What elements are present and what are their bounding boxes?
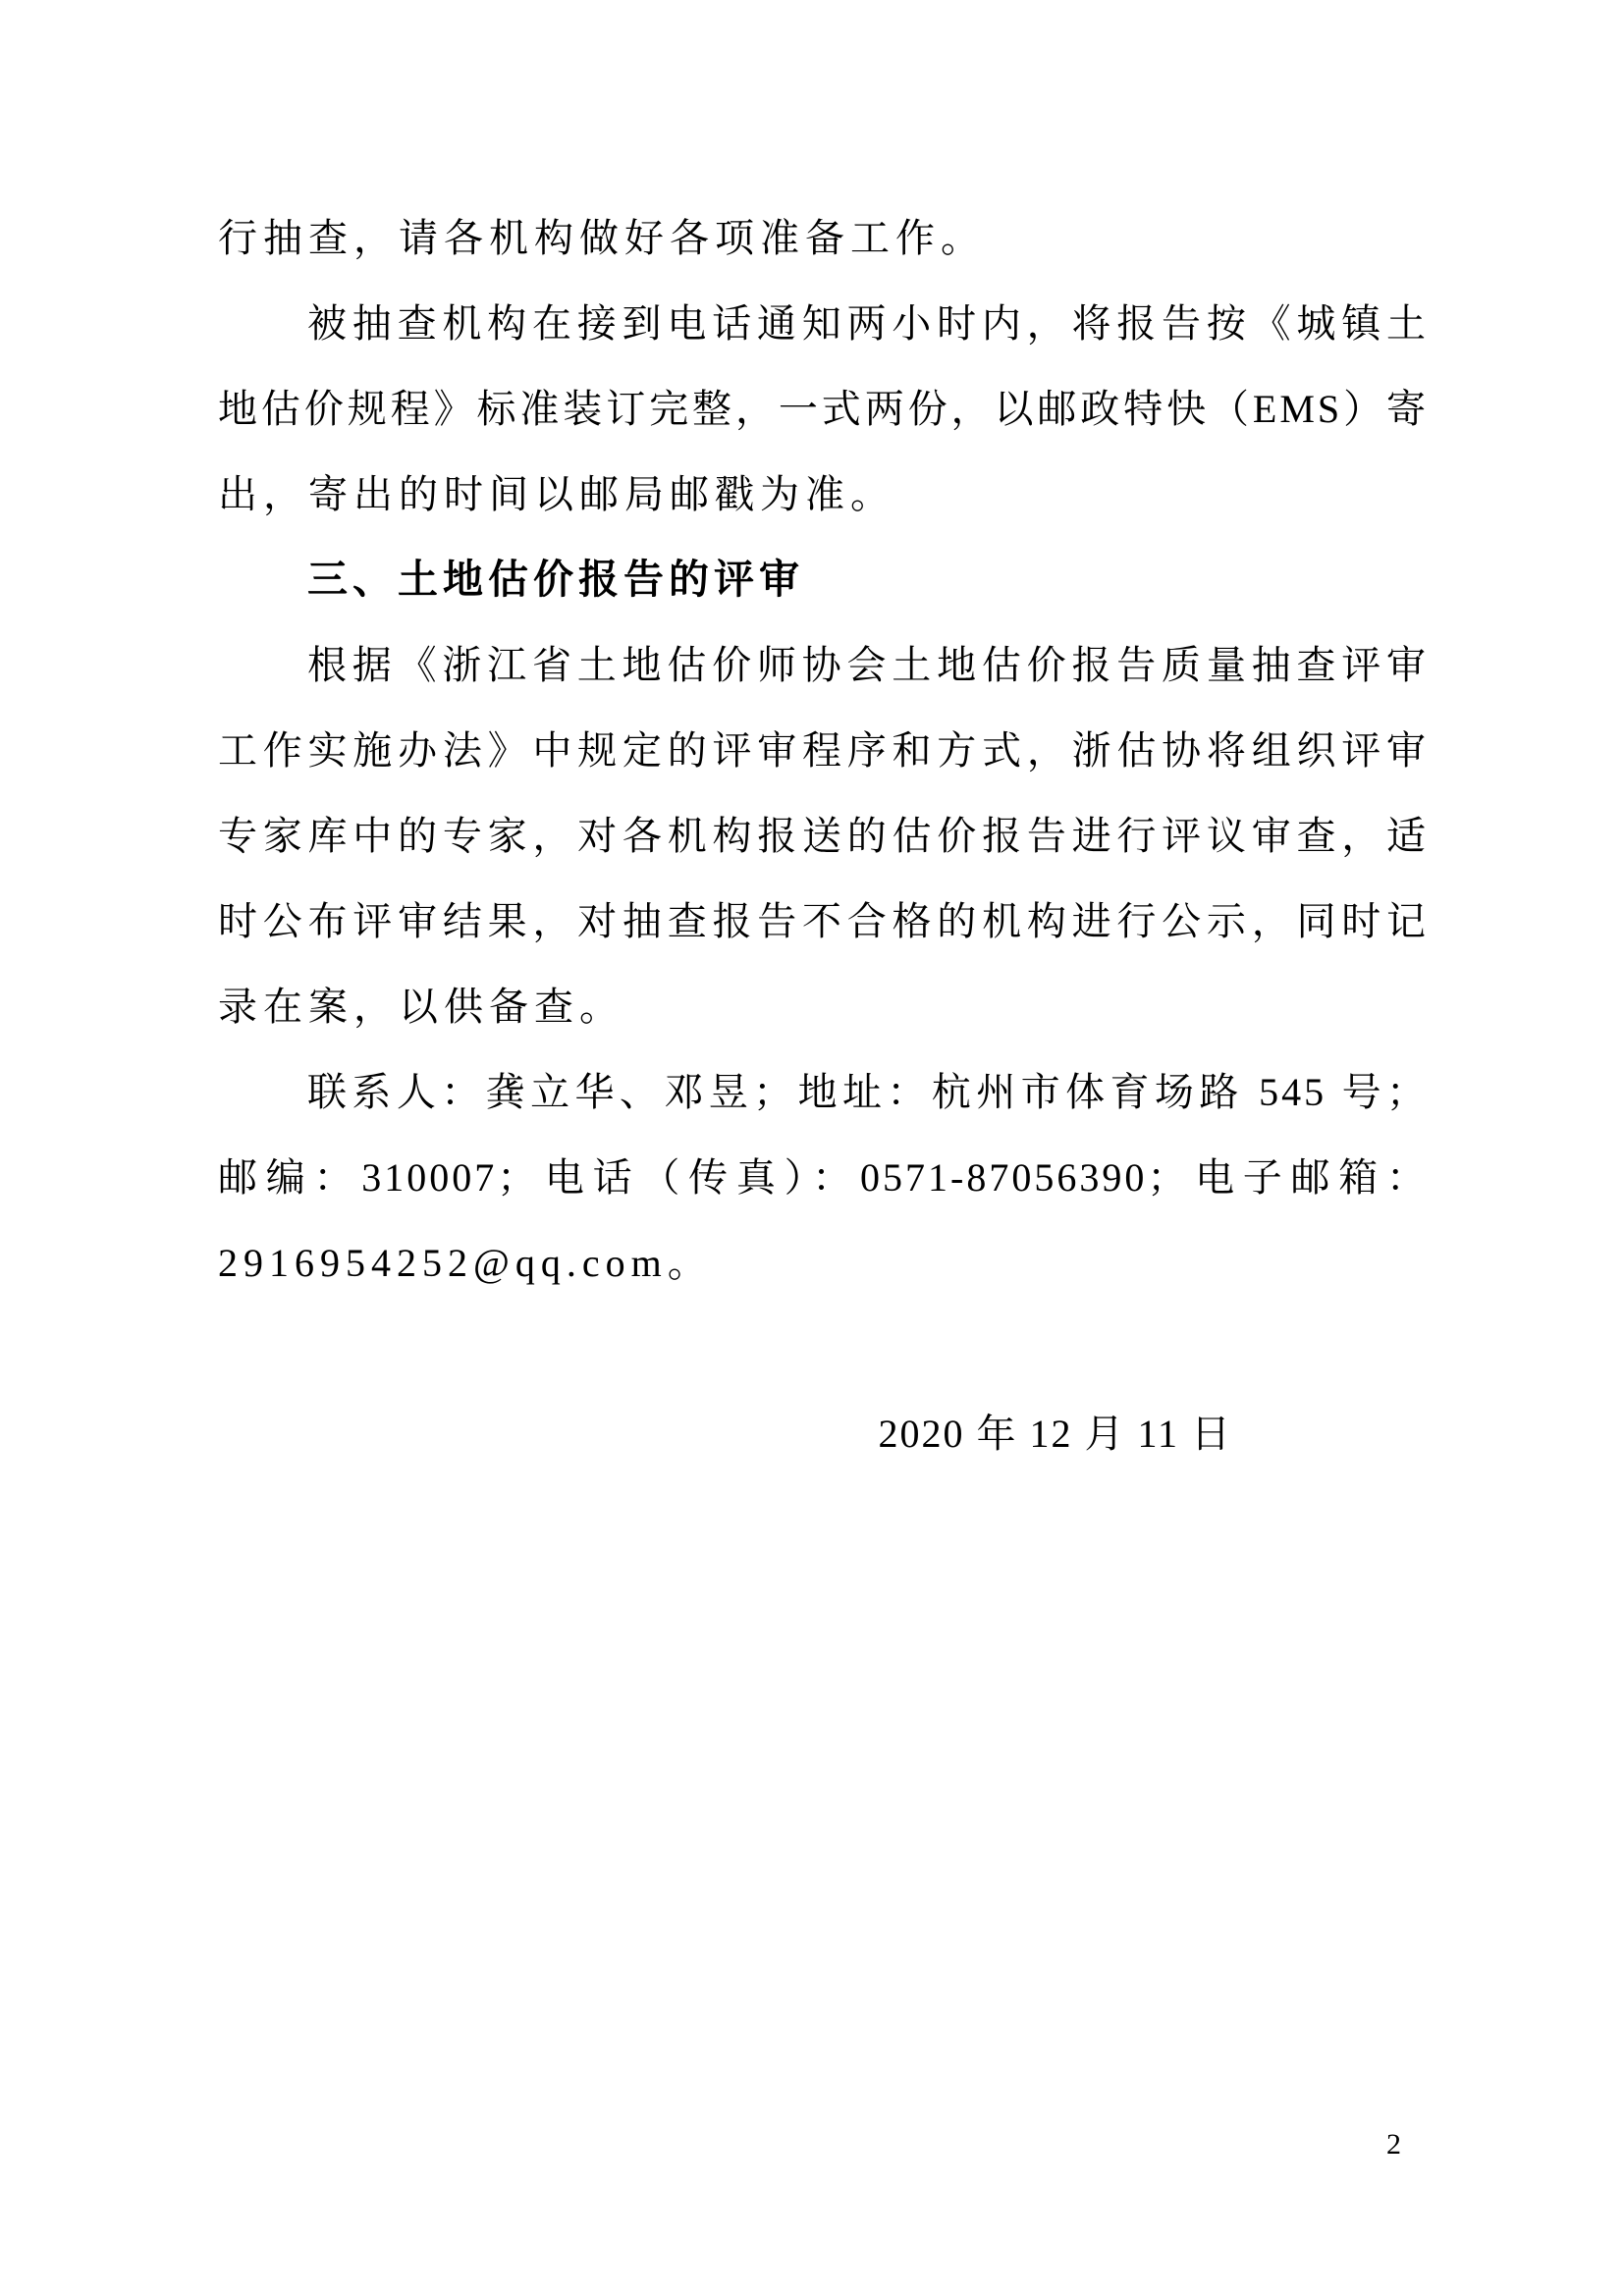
body-line-contact-1: 联系人：龚立华、邓昱；地址：杭州市体育场路 545 号； bbox=[307, 1070, 1429, 1114]
body-line-review-4: 时公布评审结果，对抽查报告不合格的机构进行公示，同时记 bbox=[218, 899, 1429, 943]
document-date: 2020 年 12 月 11 日 bbox=[878, 1412, 1232, 1456]
body-line-contact-2: 邮编：310007；电话（传真）：0571-87056390；电子邮箱： bbox=[218, 1155, 1429, 1200]
body-line-review-5: 录在案，以供备查。 bbox=[218, 985, 624, 1029]
body-line-mailing-3: 出，寄出的时间以邮局邮戳为准。 bbox=[218, 472, 895, 516]
body-line-review-2: 工作实施办法》中规定的评审程序和方式，浙估协将组织评审 bbox=[218, 728, 1429, 773]
page-number: 2 bbox=[1386, 2128, 1401, 2161]
body-line-contact-email: 2916954252@qq.com。 bbox=[218, 1241, 713, 1285]
body-line-mailing-2: 地估价规程》标准装订完整，一式两份，以邮政特快（EMS）寄 bbox=[218, 387, 1429, 431]
section-heading: 三、土地估价报告的评审 bbox=[307, 557, 804, 602]
body-line-continuation: 行抽查，请各机构做好各项准备工作。 bbox=[218, 216, 986, 260]
body-line-review-1: 根据《浙江省土地估价师协会土地估价报告质量抽查评审 bbox=[307, 643, 1429, 687]
body-line-review-3: 专家库中的专家，对各机构报送的估价报告进行评议审查，适 bbox=[218, 814, 1429, 858]
document-body bbox=[218, 195, 1429, 1476]
blank-line bbox=[218, 1306, 1429, 1391]
body-line-mailing-1: 被抽查机构在接到电话通知两小时内，将报告按《城镇土 bbox=[307, 301, 1429, 346]
